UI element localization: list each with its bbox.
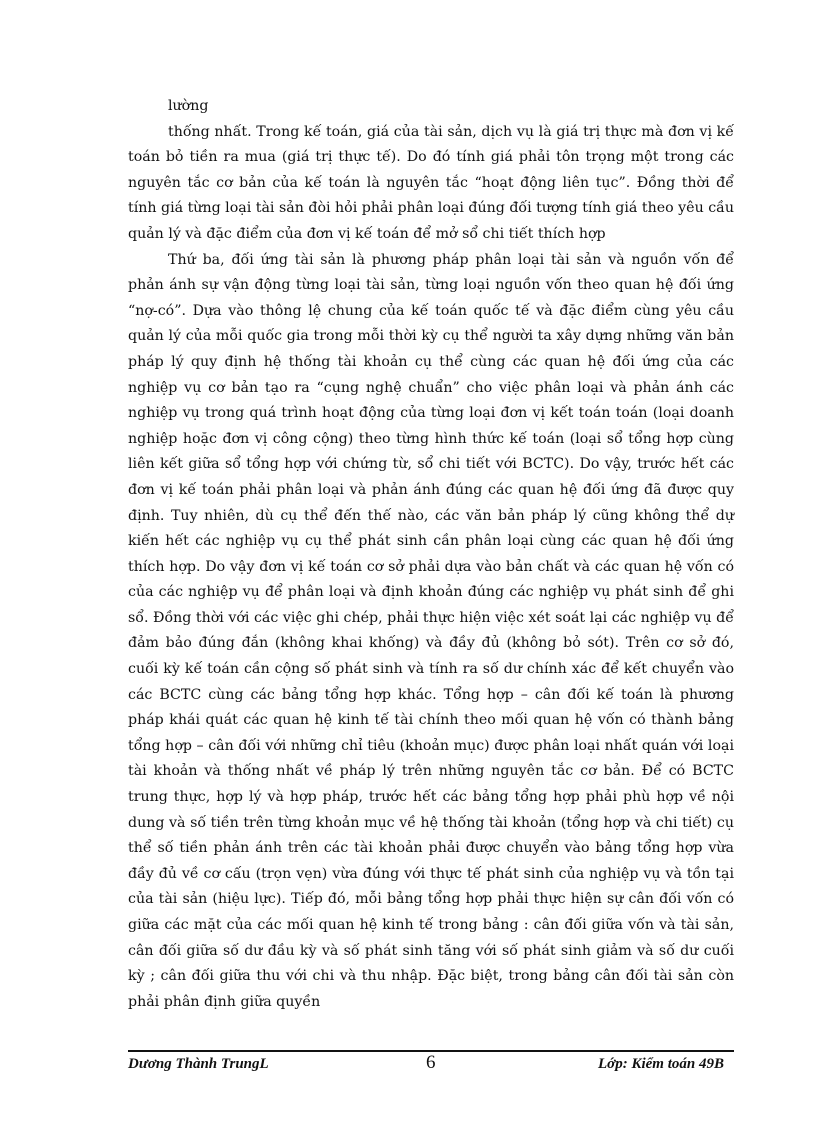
paragraph: Thứ ba, đối ứng tài sản là phương pháp phân loại tài sản và nguồn vốn để phản ánh sự vận động từng loại tài sản, từng loại nguồn vốn theo quan hệ đối ứng “nợ-có”. Dựa vào thông lệ chung của kế toán quốc tế và đặc điểm cùng yêu cầu quản lý của mỗi quốc gia trong mỗi thời kỳ cụ thể người ta xây dựng những văn bản pháp lý quy định hệ thống tài khoản cụ thể cùng các quan hệ đối ứng của các nghiệp vụ cơ bản tạo ra “cụng nghệ chuẩn” cho việc phân loại và phản ánh các nghiệp vụ trong quá trình hoạt động của từng loại đơn vị kết toán toán (loại doanh nghiệp hoặc đơn vị công cộng) theo từng hình thức kế toán (loại sổ tổng hợp cùng liên kết giữa sổ tổng hợp với chứng từ, sổ chi tiết với BCTC). Do vậy, trước hết các đơn vị kế toán phải phân loại và phản ánh đúng các quan hệ đối ứng đã được quy định. Tuy nhiên, dù cụ thể đến thế nào, các văn bản pháp lý cũng không thể dự kiến hết các nghiệp vụ cụ thể phát sinh cần phân loại cùng các quan hệ đối ứng thích hợp. Do vậy đơn vị kế toán cơ sở phải dựa vào bản chất và các quan hệ vốn có của các nghiệp vụ để phân loại và định khoản đúng các nghiệp vụ phát sinh để ghi sổ. Đồng thời với các việc ghi chép, phải thực hiện việc xét soát lại các nghiệp vụ để đảm bảo đúng đắn (không khai khống) và đầy đủ (không bỏ sót). Trên cơ sở đó, cuối kỳ kế toán cần cộng số phát sinh và tính ra số dư chính xác để kết chuyển vào các BCTC cùng các bảng tổng hợp khác. Tổng hợp – cân đối kế toán là phương pháp khái quát các quan hệ kinh tế tài chính theo mối quan hệ vốn có thành bảng tổng hợp – cân đối với những chỉ tiêu (khoản mục) được phân loại nhất quán với loại tài khoản và thống nhất về pháp lý trên những nguyên tắc cơ bản. Để có BCTC trung thực, hợp lý và hợp pháp, trước hết các bảng tổng hợp phải phù hợp về nội dung và số tiền trên từng khoản mục về hệ thống tài khoản (tổng hợp và chi tiết) cụ thể số tiền phản ánh trên các tài khoản phải được chuyển vào bảng tổng hợp vừa đầy đủ về cơ cấu (trọn vẹn) vừa đúng với thực tế phát sinh của nghiệp vụ và tồn tại của tài sản (hiệu lực). Tiếp đó, mỗi bảng tổng hợp phải thực hiện sự cân đối vốn có giữa các mặt của các mối quan hệ kinh tế trong bảng : cân đối giữa vốn và tài sản, cân đối giữa số dư đầu kỳ và số phát sinh tăng với số phát sinh giảm và số dư cuối kỳ ; cân đối giữa thu với chi và thu nhập. Đặc biệt, trong bảng cân đối tài sản còn phải phân định giữa quyền — [128, 251, 734, 1010]
page-number: 6 — [426, 1052, 436, 1073]
paragraph: thống nhất. Trong kế toán, giá của tài sản, dịch vụ là giá trị thực mà đơn vị kế toán bỏ tiền ra mua (giá trị thực tế). Do đó tính giá phải tôn trọng một trong các nguyên tắc cơ bản của kế toán là nguyên tắc “hoạt động liên tục”. Đồng thời để tính giá từng loại tài sản đòi hỏi phải phân loại đúng đối tượng tính giá theo yêu cầu quản lý và đặc điểm của đơn vị kế toán để mở sổ chi tiết thích hợp — [128, 123, 734, 242]
footer-author: Dương Thành TrungL — [128, 1056, 269, 1072]
page-footer — [128, 1054, 734, 1078]
body-text — [128, 94, 734, 1015]
footer-class: Lớp: Kiểm toán 49B — [598, 1056, 724, 1072]
paragraph-fragment: lường — [168, 98, 209, 114]
